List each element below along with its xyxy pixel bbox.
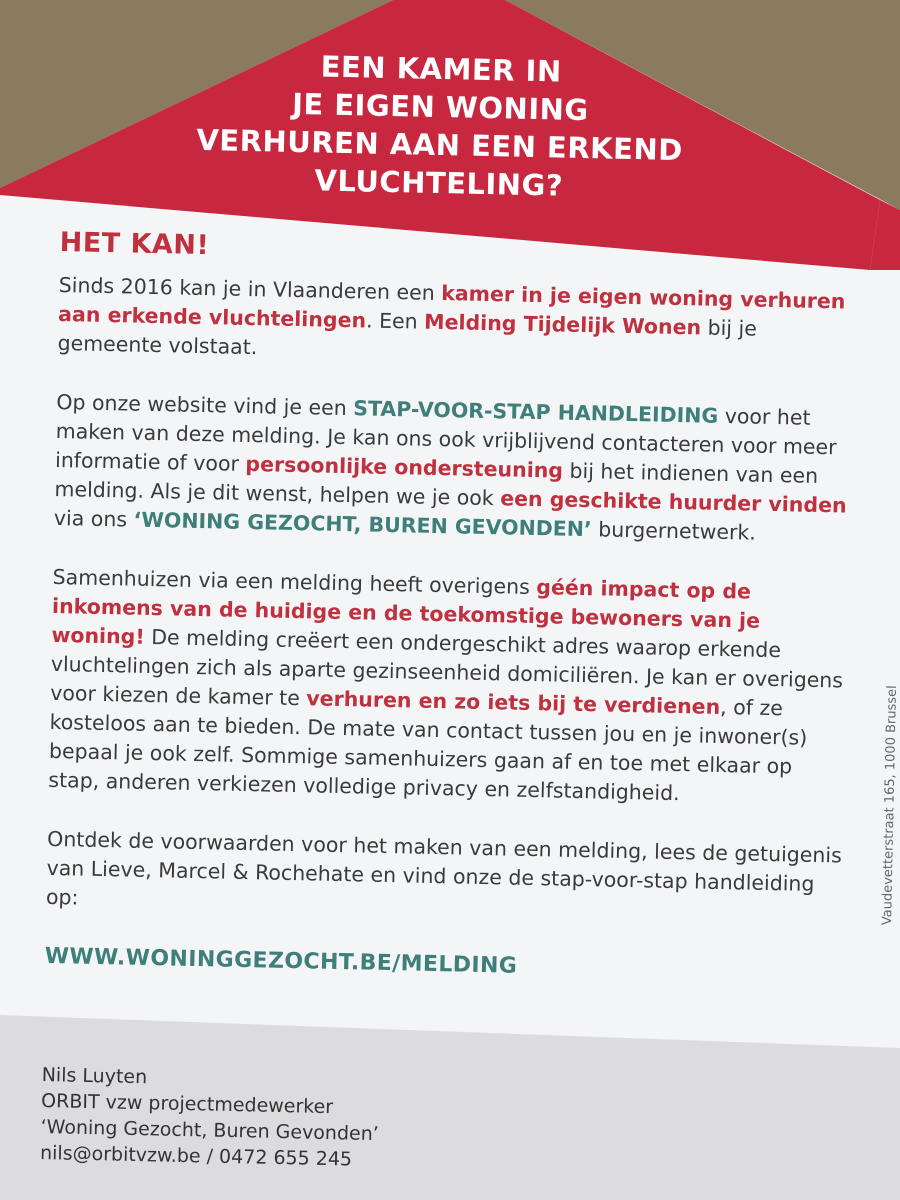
title-line: VLUCHTELING? bbox=[314, 163, 564, 203]
teal-highlight-text: ‘WONING GEZOCHT, BUREN GEVONDEN’ bbox=[133, 507, 592, 542]
highlight-text: kamer in je eigen woning verhuren aan erkende vluchtelingen bbox=[57, 281, 846, 333]
contact-name: Nils Luyten bbox=[41, 1063, 148, 1089]
paragraph-website bbox=[54, 388, 857, 550]
teal-highlight-text: STAP-VOOR-STAP HANDLEIDING bbox=[352, 396, 719, 428]
text-run: bij het indienen van een melding. Als je dit wenst, helpen we je ook bbox=[54, 458, 819, 511]
flyer-title bbox=[168, 44, 711, 207]
text-run: Sinds 2016 kan je in Vlaanderen een bbox=[58, 272, 442, 305]
paragraph-intro bbox=[57, 271, 859, 375]
website-url: WWW.WONINGGEZOCHT.BE/MELDING bbox=[44, 943, 518, 979]
title-line: EEN KAMER IN bbox=[320, 49, 563, 89]
text-run: voor het maken van deze melding. Je kan ons ook vrijblijvend contacteren voor meer informatie of voor bbox=[54, 403, 837, 476]
title-line: VERHUREN AAN EEN ERKEND bbox=[196, 122, 684, 168]
side-address: Vaudevetterstraat 165, 1000 Brussel bbox=[880, 685, 900, 926]
text-run: via ons bbox=[53, 505, 134, 532]
contact-email-phone: nils@orbitvzw.be / 0472 655 245 bbox=[39, 1141, 353, 1171]
highlight-text: een geschikte huurder vinden bbox=[499, 486, 847, 518]
text-run: , of ze kosteloos aan te bieden. De mate van contact tussen jou en je inwoner(s) bepaal je ook zelf. Sommige samenhuizers gaan af en toe met elkaar op stap, anderen verkiezen volledige privacy en zelfstandigheid. bbox=[48, 694, 808, 806]
contact-project: ‘Woning Gezocht, Buren Gevonden’ bbox=[40, 1115, 380, 1146]
flyer-body bbox=[44, 228, 859, 988]
text-run: Samenhuizen via een melding heeft overigens bbox=[52, 564, 537, 600]
contact-block bbox=[40, 1062, 602, 1178]
section-heading: HET KAN! bbox=[59, 227, 210, 262]
highlight-text: persoonlijke ondersteuning bbox=[245, 451, 564, 483]
highlight-text: Melding Tijdelijk Wonen bbox=[423, 309, 702, 340]
title-line: JE EIGEN WONING bbox=[291, 86, 590, 128]
text-run: De melding creëert een ondergeschikt adres waarop erkende vluchtelingen zich als aparte gezinseenheid domiciliëren. Je kan er overigens voor kiezen de kamer te bbox=[50, 624, 844, 711]
highlight-text: géén impact op de inkomens van de huidige en de toekomstige bewoners van je woning! bbox=[51, 575, 761, 649]
paragraph-impact bbox=[48, 563, 853, 812]
highlight-text: verhuren en zo iets bij te verdienen bbox=[306, 686, 721, 719]
text-run: Op onze website vind je een bbox=[56, 389, 354, 421]
text-run: . Een bbox=[365, 308, 425, 334]
text-run: burgernetwerk. bbox=[591, 517, 757, 545]
contact-role: ORBIT vzw projectmedewerker bbox=[40, 1089, 334, 1119]
paragraph-discover: Ontdek de voorwaarden voor het maken van een melding, lees de getuigenis van Lieve, Marcel & Rochehate en vind onze de stap-voor-stap handleiding op: bbox=[45, 826, 843, 910]
text-run: bij je gemeente volstaat. bbox=[57, 315, 758, 360]
